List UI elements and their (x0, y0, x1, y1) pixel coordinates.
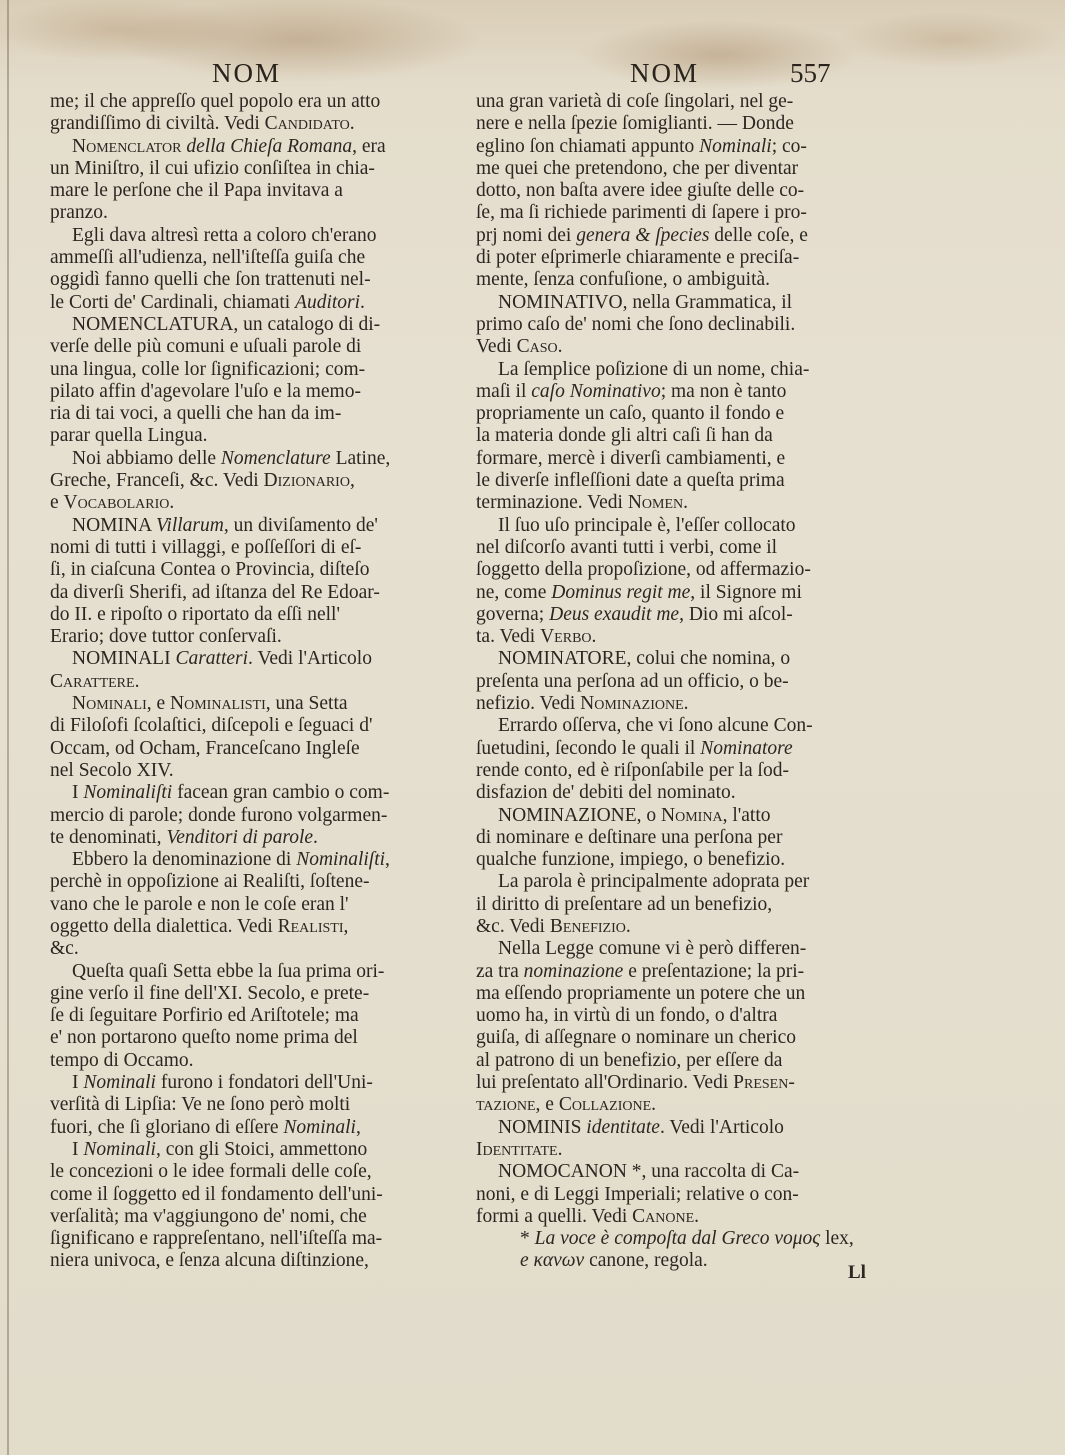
text-line (50, 582, 452, 604)
text-run: le Corti de' Cardinali, chiamati (50, 291, 296, 313)
text-run: propriamente un caſo, quanto il fondo e (476, 403, 785, 425)
small-caps-run: tazione (476, 1094, 536, 1116)
small-caps-run: Vocabolario (63, 492, 170, 514)
text-line (50, 269, 452, 291)
text-run: niera univoca, e ſenza alcuna diſtinzione, (50, 1250, 369, 1272)
text-run: perchè in oppoſizione ai Realiſti, ſoſtene- (50, 871, 370, 893)
italic-run: Nomenclature (220, 447, 331, 469)
text-line (476, 381, 878, 403)
text-run: , e (146, 693, 171, 715)
text-run: primo caſo de' nomi che ſono declinabili. (476, 313, 796, 335)
italic-run: La voce è compoſta dal Greco νομος (534, 1228, 821, 1250)
text-line (50, 671, 452, 693)
text-run: nefizio. Vedi (476, 693, 581, 715)
text-run: ſoggetto della propoſizione, od affermazio- (476, 559, 811, 581)
text-run: Erario; dove tuttor conſervaſi. (50, 626, 282, 648)
italic-run: Nominali (83, 1138, 156, 1160)
text-line (50, 827, 452, 849)
text-run: ; co- (771, 135, 807, 157)
page-number: 557 (790, 58, 831, 88)
text-run: . (360, 291, 365, 313)
text-run: La ſemplice poſizione di un nome, chia- (498, 358, 810, 380)
italic-run: Venditori di parole (166, 826, 314, 848)
text-run: lui preſentato all'Ordinario. Vedi (476, 1072, 734, 1094)
text-line (50, 91, 452, 113)
text-line (50, 1072, 452, 1094)
text-run: e preſentazione; la pri- (623, 960, 805, 982)
text-run: ſe di ſeguitare Porfirio ed Ariſtotele; ma (50, 1005, 359, 1027)
italic-run: Villarum (155, 514, 224, 536)
text-line (476, 738, 878, 760)
text-line (50, 515, 452, 537)
text-run: , una Setta (265, 693, 348, 715)
text-run: delle coſe, e (709, 224, 808, 246)
text-run: NOMINATORE, colui che nomina, o (498, 648, 791, 670)
running-head-left: NOM (212, 58, 282, 88)
text-line (476, 1050, 878, 1072)
text-line (476, 961, 878, 983)
text-line (476, 582, 878, 604)
italic-run: identitate (586, 1116, 660, 1138)
text-line (50, 961, 452, 983)
text-run: furono i fondatori dell'Uni- (155, 1072, 373, 1094)
text-run: e (50, 492, 64, 514)
text-line (476, 269, 878, 291)
text-run: il diritto di preſentare ad un benefizio, (476, 893, 773, 915)
text-run: nel diſcorſo avanti tutti i verbi, come il (476, 536, 778, 558)
text-run: . Vedi l'Articolo (248, 648, 372, 670)
text-run: . (557, 1138, 563, 1160)
text-run: pilato affin d'agevolare l'uſo e la memo- (50, 380, 361, 402)
text-run: me; il che appreſſo quel popolo era un atto (50, 91, 381, 112)
text-run: canone, regola. (584, 1250, 708, 1272)
text-run: . (557, 336, 563, 358)
text-run: qualche funzione, impiego, o benefizio. (476, 849, 786, 871)
text-run: rende conto, ed è riſponſabile per la ſod- (476, 759, 789, 781)
text-line (476, 1206, 878, 1228)
text-line (50, 849, 452, 871)
text-run: Nella Legge comune vi è però differen- (498, 938, 807, 960)
text-run: Occam, od Ocham, Franceſcano Ingleſe (50, 737, 360, 759)
text-run: verſalità; ma v'aggiungono de' nomi, che (50, 1205, 367, 1227)
text-line (476, 470, 878, 492)
small-caps-run: Realisti (277, 915, 344, 937)
text-line (50, 760, 452, 782)
left-text-column (50, 91, 452, 1273)
text-run: , l'atto (722, 804, 771, 826)
text-run: eglino ſon chiamati appunto (476, 135, 700, 157)
text-run: governa; (476, 603, 550, 625)
text-run: . (134, 670, 140, 692)
text-line (476, 693, 878, 715)
text-run: , era (352, 135, 386, 157)
text-line (50, 604, 452, 626)
text-run: una gran varietà di coſe ſingolari, nel ge- (476, 91, 794, 112)
text-line (50, 805, 452, 827)
text-run: di nominare e deſtinare una perſona per (476, 826, 783, 848)
text-line (476, 247, 878, 269)
text-line (50, 381, 452, 403)
text-run: vano che le parole e non le coſe eran l' (50, 893, 349, 915)
text-line (50, 470, 452, 492)
text-line (50, 1117, 452, 1139)
text-line (50, 448, 452, 470)
text-line (50, 983, 452, 1005)
text-run: , (355, 1116, 361, 1138)
text-line (476, 158, 878, 180)
text-line (476, 515, 878, 537)
text-run: preſenta una perſona ad un officio, o be- (476, 670, 789, 692)
text-run: nel Secolo XIV. (50, 759, 174, 781)
text-line (50, 314, 452, 336)
text-line (476, 604, 878, 626)
small-caps-run: Candidato (264, 113, 350, 135)
italic-run: e κανων (520, 1250, 585, 1272)
text-line (476, 1005, 878, 1027)
text-line (50, 1005, 452, 1027)
italic-run: genera & ſpecies (576, 224, 710, 246)
text-run: , (343, 915, 349, 937)
italic-run: Auditori (295, 291, 361, 313)
italic-run: Nominali (83, 1072, 156, 1094)
italic-run: Dominus regit me (551, 581, 691, 603)
text-run: , con gli Stoici, ammettono (155, 1138, 368, 1160)
text-run: NOMINIS (498, 1116, 587, 1138)
text-run: za tra (476, 960, 524, 982)
text-line (50, 916, 452, 938)
text-line (50, 1050, 452, 1072)
text-run: NOMINA (72, 514, 156, 536)
text-run: maſi il (476, 380, 532, 402)
text-run: Ebbero la denominazione di (72, 849, 297, 871)
text-run: , il Signore mi (690, 581, 802, 603)
text-run: nomi di tutti i villaggi, e poſſeſſori di eſ- (50, 536, 362, 558)
text-line (476, 849, 878, 871)
small-caps-run: Carattere (50, 670, 135, 692)
text-run: Latine, (330, 447, 391, 469)
text-run: una lingua, colle lor ſignificazioni; com- (50, 358, 366, 380)
text-run: . (625, 915, 631, 937)
text-run: come il ſoggetto ed il fondamento dell'uni- (50, 1183, 383, 1205)
small-caps-run: Benefizio (549, 915, 626, 937)
text-run: , e (535, 1094, 559, 1116)
small-caps-run: Caso (516, 336, 558, 358)
text-line (50, 1250, 452, 1272)
text-run: guiſa, di aſſegnare o nominare un cherico (476, 1027, 796, 1049)
text-line (476, 202, 878, 224)
text-line (476, 314, 878, 336)
text-run: NOMINATIVO, nella Grammatica, il (498, 291, 793, 313)
text-run: verſità di Lipſia: Ve ne ſono però molti (50, 1094, 351, 1116)
small-caps-run: Nominalisti (170, 693, 266, 715)
text-run: facean gran cambio o com- (172, 782, 390, 804)
text-line (50, 894, 452, 916)
text-line (476, 336, 878, 358)
text-line (50, 180, 452, 202)
text-line (50, 1206, 452, 1228)
text-run: NOMINAZIONE, o (498, 804, 662, 826)
italic-run: Nominaliſti (83, 782, 173, 804)
text-run: ſignificano e rappreſentano, nell'iſteſſa ma- (50, 1228, 383, 1250)
text-run: te denominati, (50, 826, 167, 848)
text-run: pranzo. (50, 202, 108, 224)
text-run: Errardo oſſerva, che vi ſono alcune Con- (498, 715, 813, 737)
text-line (476, 871, 878, 893)
text-line (50, 1094, 452, 1116)
small-caps-run: Nomina (661, 804, 723, 826)
italic-run: Nominali (699, 135, 772, 157)
italic-run: Nominaliſti (296, 849, 386, 871)
right-text-column (476, 91, 878, 1273)
text-run: . (683, 492, 688, 514)
text-line (50, 1228, 452, 1250)
text-run: tempo di Occamo. (50, 1049, 194, 1071)
small-caps-run: Nominazione (580, 693, 684, 715)
text-run: &c. (50, 938, 79, 960)
text-line (476, 537, 878, 559)
text-run: I (72, 782, 84, 804)
text-line (50, 336, 452, 358)
text-line (476, 1117, 878, 1139)
page-binding-edge (7, 0, 9, 1455)
text-line (50, 1139, 452, 1161)
text-line (476, 671, 878, 693)
small-caps-run: Nomen (627, 492, 684, 514)
small-caps-run: Identitate (476, 1138, 558, 1160)
text-run: . (349, 113, 355, 135)
text-line (476, 626, 878, 648)
text-line (50, 693, 452, 715)
text-run: ſi, in ciaſcuna Contea o Provincia, diſteſo (50, 559, 370, 581)
italic-run: nominazione (523, 960, 624, 982)
small-caps-run: Verbo (540, 626, 592, 648)
text-line (50, 1184, 452, 1206)
text-run: ammeſſi all'udienza, nell'iſteſſa guiſa che (50, 247, 366, 269)
text-line (476, 1027, 878, 1049)
italic-run: della Chieſa Romana (186, 135, 353, 157)
text-line (476, 448, 878, 470)
text-line (50, 403, 452, 425)
italic-run: Nominatore (700, 737, 793, 759)
text-run: oggidì fanno quelli che ſon trattenuti nel- (50, 269, 371, 291)
text-line (50, 715, 452, 737)
text-run: lex, (820, 1228, 854, 1250)
small-caps-run: Nomenclator (72, 135, 182, 157)
text-run: I (72, 1072, 84, 1094)
text-line (476, 648, 878, 670)
text-run: . (651, 1094, 657, 1116)
text-run: me quei che pretendono, che per diventar (476, 157, 799, 179)
text-line (476, 715, 878, 737)
text-line (476, 425, 878, 447)
text-run: . (683, 693, 689, 715)
text-line (50, 247, 452, 269)
text-run: , Dio mi aſcol- (679, 603, 793, 625)
text-run: noni, e di Leggi Imperiali; relative o con- (476, 1183, 799, 1205)
text-line (476, 136, 878, 158)
text-run: * (520, 1228, 535, 1250)
text-line (476, 180, 878, 202)
text-run: e' non portarono queſto nome prima del (50, 1027, 358, 1049)
text-line (50, 626, 452, 648)
text-run: NOMINALI (72, 648, 176, 670)
text-line (476, 805, 878, 827)
text-run: di poter eſprimerle chiaramente e preciſa- (476, 247, 800, 269)
text-line (476, 403, 878, 425)
text-line (50, 559, 452, 581)
text-run: . (313, 826, 318, 848)
text-run: La parola è principalmente adoprata per (498, 871, 810, 893)
italic-run: Deus exaudit me (549, 603, 680, 625)
text-line (476, 559, 878, 581)
text-line (50, 648, 452, 670)
text-run: , (385, 849, 390, 871)
text-run: ria di tai voci, a quelli che han da im- (50, 403, 342, 425)
text-run: ta. Vedi (476, 626, 541, 648)
text-run: da diverſi Sherifi, ad iſtanza del Re Edoar- (50, 581, 380, 603)
text-line (476, 760, 878, 782)
text-line (476, 983, 878, 1005)
text-run: mente, ſenza confuſione, o ambiguità. (476, 269, 771, 291)
text-run: . (169, 492, 175, 514)
text-run: Il ſuo uſo principale è, l'eſſer collocato (498, 514, 796, 536)
text-run: &c. Vedi (476, 915, 550, 937)
text-line (50, 202, 452, 224)
text-run: le concezioni o le idee formali delle coſe, (50, 1161, 372, 1183)
text-line (476, 1094, 878, 1116)
text-line (50, 1027, 452, 1049)
text-run: do II. e ripoſto o riportato da eſſi nell' (50, 603, 340, 625)
text-line (476, 827, 878, 849)
text-run: , (349, 470, 355, 492)
text-line (476, 492, 878, 514)
text-run: verſe delle più comuni e uſuali parole di (50, 336, 362, 358)
italic-run: caſo Nominativo (531, 380, 661, 402)
text-line (476, 1161, 878, 1183)
text-run: prj nomi dei (476, 224, 577, 246)
text-run: uomo ha, in virtù di un fondo, o d'altra (476, 1005, 778, 1027)
text-run: terminazione. Vedi (476, 492, 628, 514)
italic-run: Caratteri (175, 648, 249, 670)
text-run: , un diviſamento de' (223, 514, 378, 536)
text-line (50, 292, 452, 314)
small-caps-run: Dizionario (263, 470, 350, 492)
text-line (476, 938, 878, 960)
text-run: dotto, non baſta avere idee giuſte delle co- (476, 180, 805, 202)
text-line (50, 225, 452, 247)
text-line (50, 537, 452, 559)
text-run: ne, come (476, 581, 552, 603)
text-line (50, 425, 452, 447)
text-run: ſe, ma ſi richiede parimenti di ſapere i pro- (476, 202, 807, 224)
text-run: disfazion de' debiti del nominato. (476, 782, 736, 804)
text-line (476, 91, 878, 113)
text-line (50, 158, 452, 180)
text-run: ; ma non è tanto (660, 380, 787, 402)
small-caps-run: Canone (632, 1205, 695, 1227)
text-line (476, 916, 878, 938)
text-run: grandiſſimo di civiltà. Vedi (50, 113, 265, 135)
text-run: oggetto della dialettica. Vedi (50, 915, 278, 937)
text-run: . (694, 1205, 700, 1227)
running-head-right: NOM (630, 58, 700, 88)
text-line (476, 225, 878, 247)
text-run: NOMENCLATURA, un catalogo di di- (72, 313, 381, 335)
text-line (50, 359, 452, 381)
text-run: formare, mercè i diverſi cambiamenti, e (476, 447, 786, 469)
text-run: le diverſe infleſſioni date a queſta prima (476, 470, 785, 492)
text-run: di Filoſofi ſcolaſtici, diſcepoli e ſeguaci d' (50, 715, 373, 737)
text-line (50, 738, 452, 760)
text-run: al patrono di un benefizio, per eſſere da (476, 1049, 783, 1071)
signature-mark: Ll (848, 1262, 866, 1283)
text-line (50, 871, 452, 893)
italic-run: Nominali (283, 1116, 356, 1138)
text-run: . Vedi l'Articolo (659, 1116, 784, 1138)
text-line (50, 113, 452, 135)
text-run: NOMOCANON *, una raccolta di Ca- (498, 1161, 800, 1183)
text-line (476, 359, 878, 381)
text-line (50, 492, 452, 514)
text-run: mercio di parole; donde furono volgarmen- (50, 804, 388, 826)
text-run: Vedi (476, 336, 517, 358)
text-line (476, 1139, 878, 1161)
text-line (476, 292, 878, 314)
text-run: fuori, che ſi gloriano di eſſere (50, 1116, 284, 1138)
text-run: un Miniſtro, il cui ufizio conſiſtea in chia- (50, 157, 375, 179)
small-caps-run: Presen- (733, 1072, 795, 1094)
footnote-line (476, 1250, 878, 1272)
text-line (476, 113, 878, 135)
text-line (50, 136, 452, 158)
text-run: la materia donde gli altri caſi ſi han da (476, 425, 773, 447)
text-run: gine verſo il fine dell'XI. Secolo, e prete- (50, 982, 370, 1004)
text-line (476, 1072, 878, 1094)
text-line (476, 1184, 878, 1206)
small-caps-run: Nominali (72, 693, 147, 715)
text-line (50, 938, 452, 960)
text-run: . (591, 626, 597, 648)
text-run: mare le perſone che il Papa invitava a (50, 180, 343, 202)
footnote-line (476, 1228, 878, 1250)
text-run: Noi abbiamo delle (72, 447, 221, 469)
text-run: Queſta quaſi Setta ebbe la ſua prima ori- (72, 960, 385, 982)
text-line (476, 782, 878, 804)
text-run: parar quella Lingua. (50, 425, 208, 447)
text-run: nere e nella ſpezie ſomiglianti. — Donde (476, 113, 794, 135)
text-run: I (72, 1138, 84, 1160)
text-line (476, 894, 878, 916)
text-run: ſuetudini, ſecondo le quali il (476, 737, 701, 759)
text-run: ma eſſendo propriamente un potere che un (476, 982, 806, 1004)
text-line (50, 782, 452, 804)
text-run: formi a quelli. Vedi (476, 1205, 633, 1227)
text-run: Greche, Franceſi, &c. Vedi (50, 470, 264, 492)
small-caps-run: Collazione (558, 1094, 652, 1116)
text-run: Egli dava altresì retta a coloro ch'erano (72, 224, 377, 246)
text-line (50, 1161, 452, 1183)
